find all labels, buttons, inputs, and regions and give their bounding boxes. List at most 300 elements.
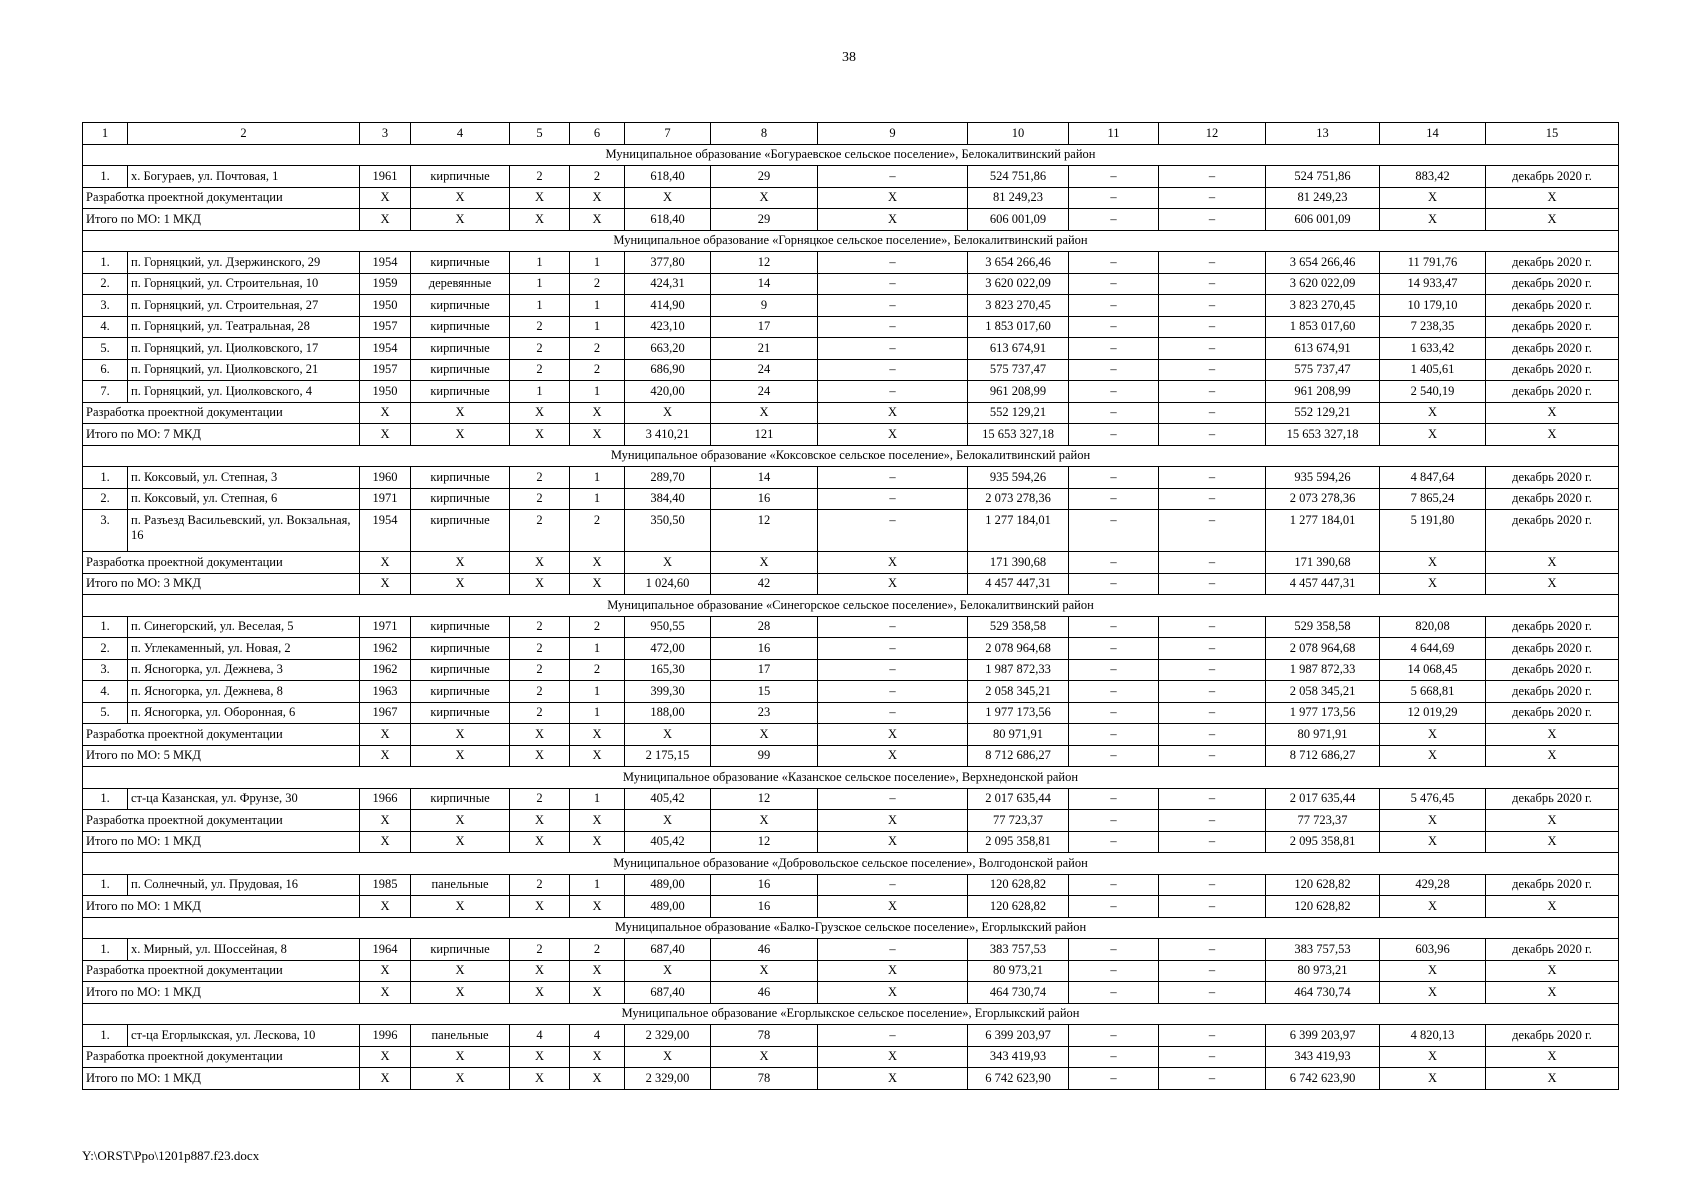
data-cell: 1954 [360, 252, 411, 274]
data-cell: 429,28 [1380, 874, 1486, 896]
data-cell: 489,00 [625, 874, 711, 896]
data-cell: 2 [510, 316, 570, 338]
data-cell: 14 068,45 [1380, 659, 1486, 681]
building-row [83, 939, 1619, 961]
data-cell: 1 [510, 273, 570, 295]
data-cell: – [818, 166, 968, 188]
data-cell: 2. [83, 488, 128, 510]
data-cell: 1964 [360, 939, 411, 961]
data-cell: – [1159, 187, 1266, 209]
data-cell: X [625, 1046, 711, 1068]
data-cell: X [510, 724, 570, 746]
data-cell: X [510, 960, 570, 982]
data-cell: декабрь 2020 г. [1486, 659, 1619, 681]
data-cell: 1 [570, 316, 625, 338]
section-total-label: Итого по МО: 5 МКД [83, 745, 360, 767]
data-cell: – [1069, 939, 1159, 961]
data-cell: 552 129,21 [1266, 402, 1380, 424]
data-cell: 3 410,21 [625, 424, 711, 446]
column-number-cell: 14 [1380, 123, 1486, 145]
data-cell: 2 [510, 681, 570, 703]
data-cell: 1 [570, 252, 625, 274]
data-cell: X [360, 831, 411, 853]
section-total-label: Итого по МО: 1 МКД [83, 831, 360, 853]
section-title: Муниципальное образование «Казанское сельское поселение», Верхнедонской район [83, 767, 1619, 789]
section-total-row [83, 896, 1619, 918]
data-cell: X [1486, 810, 1619, 832]
data-cell: X [1486, 1068, 1619, 1090]
data-cell: кирпичные [411, 359, 510, 381]
data-cell: X [1486, 209, 1619, 231]
data-cell: 14 [711, 273, 818, 295]
data-cell: X [510, 209, 570, 231]
data-cell: декабрь 2020 г. [1486, 381, 1619, 403]
data-cell: X [411, 831, 510, 853]
data-cell: кирпичные [411, 638, 510, 660]
data-cell: 686,90 [625, 359, 711, 381]
building-row [83, 273, 1619, 295]
data-cell: 15 653 327,18 [968, 424, 1069, 446]
data-cell: 7 865,24 [1380, 488, 1486, 510]
data-cell: 16 [711, 874, 818, 896]
building-row [83, 467, 1619, 489]
section-title: Муниципальное образование «Горняцкое сельское поселение», Белокалитвинский район [83, 230, 1619, 252]
data-cell: 529 358,58 [1266, 616, 1380, 638]
data-cell: кирпичные [411, 316, 510, 338]
data-cell: – [1159, 295, 1266, 317]
data-cell: декабрь 2020 г. [1486, 273, 1619, 295]
data-cell: декабрь 2020 г. [1486, 616, 1619, 638]
data-cell: 618,40 [625, 209, 711, 231]
data-cell: 613 674,91 [968, 338, 1069, 360]
data-cell: – [818, 939, 968, 961]
data-cell: 80 973,21 [968, 960, 1069, 982]
address-cell: п. Горняцкий, ул. Театральная, 28 [128, 316, 360, 338]
data-cell: 165,30 [625, 659, 711, 681]
design-docs-label: Разработка проектной документации [83, 402, 360, 424]
data-cell: 1 [570, 381, 625, 403]
data-cell: 6 399 203,97 [1266, 1025, 1380, 1047]
data-cell: 15 653 327,18 [1266, 424, 1380, 446]
section-title: Муниципальное образование «Добровольское сельское поселение», Волгодонской район [83, 853, 1619, 875]
data-cell: кирпичные [411, 252, 510, 274]
data-cell: 1 977 173,56 [968, 702, 1069, 724]
data-cell: 46 [711, 982, 818, 1004]
data-cell: X [411, 982, 510, 1004]
address-cell: п. Ясногорка, ул. Оборонная, 6 [128, 702, 360, 724]
data-cell: X [1486, 982, 1619, 1004]
data-cell: X [711, 1046, 818, 1068]
data-cell: 1. [83, 1025, 128, 1047]
data-cell: – [1069, 273, 1159, 295]
building-row [83, 659, 1619, 681]
data-cell: – [1159, 381, 1266, 403]
data-cell: X [510, 1068, 570, 1090]
data-cell: 2 [510, 638, 570, 660]
data-cell: – [1069, 745, 1159, 767]
data-cell: 1 987 872,33 [968, 659, 1069, 681]
column-number-cell: 5 [510, 123, 570, 145]
data-cell: 14 933,47 [1380, 273, 1486, 295]
data-cell: 663,20 [625, 338, 711, 360]
data-cell: X [1486, 552, 1619, 574]
data-cell: 24 [711, 381, 818, 403]
data-cell: X [1380, 724, 1486, 746]
data-cell: X [411, 402, 510, 424]
data-cell: 1960 [360, 467, 411, 489]
address-cell: п. Горняцкий, ул. Дзержинского, 29 [128, 252, 360, 274]
design-docs-row [83, 960, 1619, 982]
data-cell: 120 628,82 [968, 896, 1069, 918]
data-cell: 9 [711, 295, 818, 317]
data-cell: – [1069, 702, 1159, 724]
data-cell: 188,00 [625, 702, 711, 724]
data-cell: 575 737,47 [968, 359, 1069, 381]
data-cell: 606 001,09 [968, 209, 1069, 231]
data-cell: 2 [510, 510, 570, 552]
data-cell: X [570, 745, 625, 767]
data-cell: – [818, 359, 968, 381]
design-docs-row [83, 552, 1619, 574]
data-cell: 2 017 635,44 [1266, 788, 1380, 810]
section-total-label: Итого по МО: 3 МКД [83, 573, 360, 595]
data-cell: – [1159, 745, 1266, 767]
data-cell: 11 791,76 [1380, 252, 1486, 274]
data-cell: 80 971,91 [968, 724, 1069, 746]
data-cell: X [570, 187, 625, 209]
data-cell: – [1069, 381, 1159, 403]
data-cell: X [360, 424, 411, 446]
building-row [83, 488, 1619, 510]
data-cell: X [570, 960, 625, 982]
data-cell: кирпичные [411, 467, 510, 489]
data-cell: – [1069, 252, 1159, 274]
data-cell: декабрь 2020 г. [1486, 252, 1619, 274]
data-cell: 1950 [360, 295, 411, 317]
data-cell: 4 820,13 [1380, 1025, 1486, 1047]
data-cell: 29 [711, 209, 818, 231]
section-total-row [83, 831, 1619, 853]
data-cell: кирпичные [411, 659, 510, 681]
data-cell: – [818, 702, 968, 724]
data-cell: – [1069, 1068, 1159, 1090]
building-row [83, 1025, 1619, 1047]
data-cell: X [360, 982, 411, 1004]
data-cell: декабрь 2020 г. [1486, 166, 1619, 188]
data-cell: X [360, 552, 411, 574]
data-cell: – [818, 316, 968, 338]
section-total-label: Итого по МО: 1 МКД [83, 982, 360, 1004]
data-cell: 42 [711, 573, 818, 595]
data-cell: X [1380, 209, 1486, 231]
column-number-cell: 3 [360, 123, 411, 145]
data-cell: X [625, 724, 711, 746]
data-cell: декабрь 2020 г. [1486, 488, 1619, 510]
data-cell: X [570, 402, 625, 424]
data-cell: – [1159, 939, 1266, 961]
data-cell: 552 129,21 [968, 402, 1069, 424]
data-cell: 1. [83, 166, 128, 188]
data-cell: – [1069, 788, 1159, 810]
section-title-row [83, 853, 1619, 875]
data-cell: 687,40 [625, 982, 711, 1004]
data-cell: 3 654 266,46 [1266, 252, 1380, 274]
data-cell: X [1380, 402, 1486, 424]
data-cell: 883,42 [1380, 166, 1486, 188]
data-cell: 618,40 [625, 166, 711, 188]
data-cell: X [818, 1046, 968, 1068]
data-cell: 17 [711, 316, 818, 338]
data-cell: X [818, 1068, 968, 1090]
data-cell: 2 073 278,36 [1266, 488, 1380, 510]
data-cell: декабрь 2020 г. [1486, 467, 1619, 489]
data-cell: 28 [711, 616, 818, 638]
data-cell: X [360, 402, 411, 424]
data-cell: 121 [711, 424, 818, 446]
data-cell: 1962 [360, 659, 411, 681]
data-cell: декабрь 2020 г. [1486, 939, 1619, 961]
data-cell: 3. [83, 510, 128, 552]
data-cell: X [1486, 573, 1619, 595]
data-cell: – [1159, 874, 1266, 896]
building-row [83, 638, 1619, 660]
data-cell: X [570, 810, 625, 832]
data-cell: X [818, 187, 968, 209]
data-cell: – [1159, 788, 1266, 810]
data-cell: X [411, 724, 510, 746]
section-total-label: Итого по МО: 1 МКД [83, 209, 360, 231]
data-cell: кирпичные [411, 166, 510, 188]
design-docs-label: Разработка проектной документации [83, 960, 360, 982]
data-cell: – [1159, 316, 1266, 338]
data-cell: X [1380, 424, 1486, 446]
address-cell: х. Мирный, ул. Шоссейная, 8 [128, 939, 360, 961]
data-cell: X [711, 960, 818, 982]
data-cell: 12 [711, 510, 818, 552]
data-cell: X [625, 187, 711, 209]
data-cell: декабрь 2020 г. [1486, 638, 1619, 660]
data-cell: – [1159, 488, 1266, 510]
data-cell: X [510, 982, 570, 1004]
data-cell: X [570, 982, 625, 1004]
data-cell: 405,42 [625, 788, 711, 810]
data-cell: – [818, 1025, 968, 1047]
data-cell: – [1159, 681, 1266, 703]
data-cell: – [1069, 810, 1159, 832]
data-cell: X [360, 187, 411, 209]
data-cell: 5 668,81 [1380, 681, 1486, 703]
data-cell: 1967 [360, 702, 411, 724]
data-cell: 1 [570, 488, 625, 510]
data-cell: 350,50 [625, 510, 711, 552]
data-cell: X [711, 724, 818, 746]
data-cell: 15 [711, 681, 818, 703]
address-cell: п. Ясногорка, ул. Дежнева, 3 [128, 659, 360, 681]
data-cell: – [1159, 702, 1266, 724]
data-cell: X [1380, 896, 1486, 918]
data-cell: – [1069, 187, 1159, 209]
data-cell: 3 823 270,45 [968, 295, 1069, 317]
data-cell: 423,10 [625, 316, 711, 338]
section-title-row [83, 445, 1619, 467]
data-cell: 2 [570, 273, 625, 295]
data-cell: 77 723,37 [968, 810, 1069, 832]
data-cell: кирпичные [411, 702, 510, 724]
address-cell: п. Горняцкий, ул. Строительная, 27 [128, 295, 360, 317]
column-number-cell: 11 [1069, 123, 1159, 145]
data-cell: 464 730,74 [968, 982, 1069, 1004]
data-cell: 24 [711, 359, 818, 381]
data-cell: 1 987 872,33 [1266, 659, 1380, 681]
data-cell: X [570, 724, 625, 746]
data-cell: – [1069, 638, 1159, 660]
data-cell: – [1069, 316, 1159, 338]
data-cell: X [625, 402, 711, 424]
data-cell: 120 628,82 [1266, 896, 1380, 918]
data-cell: – [1159, 166, 1266, 188]
data-cell: X [411, 424, 510, 446]
data-cell: кирпичные [411, 488, 510, 510]
data-cell: 12 [711, 788, 818, 810]
data-cell: 935 594,26 [968, 467, 1069, 489]
data-cell: декабрь 2020 г. [1486, 338, 1619, 360]
data-cell: 2 [510, 616, 570, 638]
data-cell: X [1380, 552, 1486, 574]
data-cell: X [360, 810, 411, 832]
data-cell: – [1069, 510, 1159, 552]
section-title-row [83, 230, 1619, 252]
data-cell: X [411, 209, 510, 231]
building-row [83, 252, 1619, 274]
data-cell: X [818, 209, 968, 231]
address-cell: х. Богураев, ул. Почтовая, 1 [128, 166, 360, 188]
data-cell: 613 674,91 [1266, 338, 1380, 360]
data-cell: 2 [570, 359, 625, 381]
data-cell: 6. [83, 359, 128, 381]
column-number-cell: 4 [411, 123, 510, 145]
data-cell: декабрь 2020 г. [1486, 874, 1619, 896]
design-docs-row [83, 187, 1619, 209]
column-number-cell: 2 [128, 123, 360, 145]
data-cell: 606 001,09 [1266, 209, 1380, 231]
data-cell: – [818, 338, 968, 360]
data-cell: 6 399 203,97 [968, 1025, 1069, 1047]
data-cell: X [510, 573, 570, 595]
data-cell: 80 973,21 [1266, 960, 1380, 982]
design-docs-label: Разработка проектной документации [83, 552, 360, 574]
address-cell: п. Разъезд Васильевский, ул. Вокзальная, 16 [128, 510, 360, 552]
data-cell: 1985 [360, 874, 411, 896]
data-cell: – [1069, 896, 1159, 918]
data-cell: X [510, 1046, 570, 1068]
data-cell: X [570, 209, 625, 231]
data-cell: – [818, 273, 968, 295]
data-cell: 2 [510, 488, 570, 510]
data-cell: X [360, 1068, 411, 1090]
data-cell: декабрь 2020 г. [1486, 702, 1619, 724]
data-cell: X [411, 1068, 510, 1090]
data-cell: 414,90 [625, 295, 711, 317]
data-cell: 2 058 345,21 [1266, 681, 1380, 703]
data-cell: 1961 [360, 166, 411, 188]
data-cell: X [818, 424, 968, 446]
data-cell: 2 540,19 [1380, 381, 1486, 403]
data-cell: 80 971,91 [1266, 724, 1380, 746]
data-cell: 2 017 635,44 [968, 788, 1069, 810]
data-cell: 961 208,99 [1266, 381, 1380, 403]
data-cell: 1 277 184,01 [1266, 510, 1380, 552]
data-cell: – [1159, 982, 1266, 1004]
data-cell: 2. [83, 638, 128, 660]
design-docs-row [83, 724, 1619, 746]
data-cell: 1. [83, 252, 128, 274]
data-cell: кирпичные [411, 681, 510, 703]
address-cell: п. Горняцкий, ул. Строительная, 10 [128, 273, 360, 295]
data-cell: 961 208,99 [968, 381, 1069, 403]
data-cell: 16 [711, 638, 818, 660]
data-cell: X [411, 552, 510, 574]
data-cell: 1966 [360, 788, 411, 810]
data-cell: 5. [83, 338, 128, 360]
data-cell: – [818, 252, 968, 274]
data-cell: X [1380, 982, 1486, 1004]
data-cell: 1 [570, 467, 625, 489]
data-cell: 4 457 447,31 [968, 573, 1069, 595]
page-number: 38 [842, 50, 856, 65]
data-cell: X [510, 424, 570, 446]
address-cell: п. Горняцкий, ул. Циолковского, 21 [128, 359, 360, 381]
data-cell: – [818, 616, 968, 638]
data-cell: 2 078 964,68 [1266, 638, 1380, 660]
data-cell: X [1380, 1068, 1486, 1090]
data-cell: декабрь 2020 г. [1486, 510, 1619, 552]
data-cell: X [570, 831, 625, 853]
section-title-row [83, 767, 1619, 789]
data-cell: 472,00 [625, 638, 711, 660]
section-title: Муниципальное образование «Балко-Грузское сельское поселение», Егорлыкский район [83, 917, 1619, 939]
data-cell: 77 723,37 [1266, 810, 1380, 832]
data-cell: X [510, 187, 570, 209]
data-cell: 3. [83, 659, 128, 681]
data-cell: X [1486, 724, 1619, 746]
data-cell: 171 390,68 [968, 552, 1069, 574]
data-cell: X [1380, 810, 1486, 832]
building-row [83, 788, 1619, 810]
data-cell: X [818, 831, 968, 853]
design-docs-row [83, 1046, 1619, 1068]
data-cell: – [1159, 402, 1266, 424]
data-cell: 2 [570, 616, 625, 638]
data-cell: кирпичные [411, 295, 510, 317]
design-docs-label: Разработка проектной документации [83, 810, 360, 832]
data-cell: 46 [711, 939, 818, 961]
data-cell: 1 [510, 295, 570, 317]
data-cell: 1962 [360, 638, 411, 660]
address-cell: п. Ясногорка, ул. Дежнева, 8 [128, 681, 360, 703]
data-cell: 2 [570, 338, 625, 360]
data-cell: кирпичные [411, 788, 510, 810]
data-cell: X [625, 960, 711, 982]
address-cell: п. Углекаменный, ул. Новая, 2 [128, 638, 360, 660]
data-cell: X [1380, 1046, 1486, 1068]
data-cell: X [625, 810, 711, 832]
data-cell: 2 [510, 702, 570, 724]
data-cell: X [411, 960, 510, 982]
data-cell: – [1159, 510, 1266, 552]
data-cell: – [1069, 166, 1159, 188]
address-cell: п. Коксовый, ул. Степная, 3 [128, 467, 360, 489]
data-cell: 2 [510, 467, 570, 489]
